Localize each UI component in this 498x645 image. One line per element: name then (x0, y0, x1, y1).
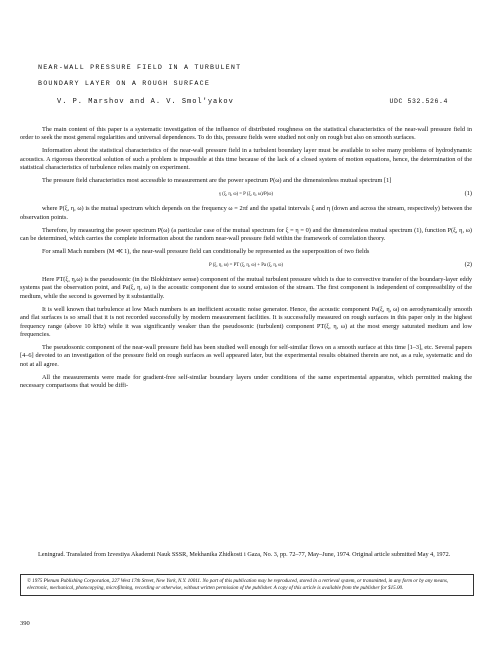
paragraph: Information about the statistical characteristics of the near-wall pressure field in a turbulent boundary layer must be available to solve many problems of hydrodynamic acoustics. A rigorous theoretical solution of such a problem is impossible at this time because of the lack of a closed system of motion equations, hence, the determination of the statistical characteristics of turbulence relies mainly on experiment. (20, 147, 472, 172)
paragraph: All the measurements were made for gradient-free self-similar boundary layers under conditions of the same experimental apparatus, which permitted making the necessary comparisons that would be diffi- (20, 373, 472, 390)
paragraph: The pseudosonic component of the near-wall pressure field has been studied well enough for self-similar flows on a smooth surface at this time [1–3], etc. Several papers [4–6] devoted to an investigation of the pressure field on rough surfaces as well appeared later, but the experimental results obtained therein are not, as a rule, systematic and do not at all agree. (20, 344, 472, 368)
source-footnote: Leningrad. Translated from Izvestiya Akademii Nauk SSSR, Mekhanika Zhidkosti i Gaza, No. 3, pp. 72–77, May–June, 1974. Original article submitted May 4, 1972. (38, 551, 451, 558)
author-list: V. P. Marshov and A. V. Smol'yakov (57, 98, 234, 106)
article-title (38, 60, 478, 92)
equation-2-number: (2) (464, 261, 472, 269)
paragraph: It is well known that turbulence at low Mach numbers is an inefficient acoustic noise generator. Hence, the acoustic component Pa(ξ, η, ω) on aerodynamically smooth and flat surfaces is so small that it is not recorded successfully by modern measurement facilities. It is successfully measured on rough surfaces in this paper only in the highest frequency range (above 10 kHz) while it was significantly weaker than the pseudosonic (turbulent) component PT(ξ, η, ω) at the most energy saturated medium and low frequencies. (20, 305, 472, 339)
paragraph: The main content of this paper is a systematic investigation of the influence of distributed roughness on the statistical characteristics of the near-wall pressure field in order to seek the most general regularities and universal dependences. To do this, pressure fields were studied not only on rough but also on smooth surfaces. (20, 126, 472, 142)
equation-1-expression: γ (ξ, η, ω) = P (ξ, η, ω)/P(ω) (218, 192, 274, 198)
title-line-1: NEAR-WALL PRESSURE FIELD IN A TURBULENT (38, 64, 242, 72)
paragraph: Therefore, by measuring the power spectrum P(ω) (a particular case of the mutual spectrum for ξ = η = 0) and the dimensionless mutual spectrum (1), function P(ξ, η, ω) can be determined, which carries the complete information about the random near-wall pressure field within the framework of correlation theory. (20, 226, 472, 243)
udc-code: UDC 532.526.4 (389, 98, 448, 105)
page-number: 390 (20, 620, 30, 627)
equation-2-expression: P (ξ, η, ω) = PT (ξ, η, ω) + Pa (ξ, η, ω) (209, 263, 283, 269)
equation-1-number: (1) (464, 190, 472, 198)
title-line-2: BOUNDARY LAYER ON A ROUGH SURFACE (38, 80, 211, 88)
equation-2 (20, 261, 472, 271)
paragraph: The pressure field characteristics most accessible to measurement are the power spectrum P(ω) and the dimensionless mutual spectrum [1] (42, 177, 392, 185)
equation-1 (20, 190, 472, 200)
copyright-notice: © 1975 Plenum Publishing Corporation, 227 West 17th Street, New York, N.Y. 10011. No part of this publication may be reproduced, stored in a retrieval system, or transmitted, in any form or by any means, electronic, mechanical, photocopying, microfilming, recording or otherwise, without written permission of the publisher. A copy of this article is available from the publisher for $15.00. (20, 574, 474, 596)
article-body (20, 126, 472, 395)
paragraph: Here PT(ξ, η,ω) is the pseudosonic (in the Blokhintsev sense) component of the mutual turbulent pressure which is due to convective transfer of the boundary-layer eddy systems past the observation point, and Pa(ξ, η, ω) is the acoustic component due to sound emission of the stream. The first component is independent of compressibility of the medium, while the second is governed by it substantially. (20, 276, 472, 300)
paragraph: For small Mach numbers (M ≪ 1), the near-wall pressure field can conditionally be represented as the superposition of two fields (42, 248, 370, 256)
paragraph: where P(ξ, η, ω) is the mutual spectrum which depends on the frequency ω = 2πf and the spatial intervals ξ and η (down and across the stream, respectively) between the observation points. (20, 205, 472, 221)
